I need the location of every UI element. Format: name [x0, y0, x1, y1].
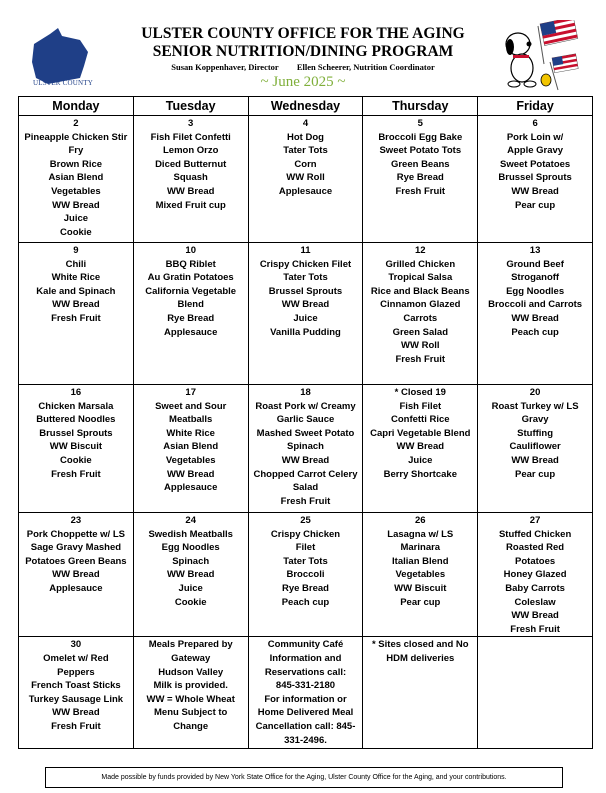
- menu-item: Stuffing: [517, 427, 554, 439]
- menu-item: For information or: [264, 693, 347, 705]
- menu-item: Sage Gravy Mashed: [30, 542, 122, 554]
- menu-item: WW Bread: [511, 610, 559, 622]
- menu-item: Juice: [63, 213, 89, 225]
- week-row: [19, 513, 593, 637]
- day-cell: [363, 385, 478, 513]
- day-header: Monday: [19, 97, 134, 116]
- menu-item: Broccoli: [286, 569, 325, 581]
- menu-item: Roasted Red: [506, 542, 565, 554]
- menu-item: HDM deliveries: [386, 652, 455, 664]
- menu-item: Garlic Sauce: [276, 414, 335, 426]
- day-date: 4: [302, 118, 309, 129]
- menu-item: Rye Bread: [396, 172, 444, 184]
- staff-line: [100, 62, 506, 72]
- menu-item: Chopped Carrot Celery: [253, 468, 358, 480]
- day-cell: [19, 243, 134, 385]
- menu-item: Meals Prepared by: [148, 639, 233, 651]
- menu-item: Milk is provided.: [153, 680, 228, 692]
- menu-item: Tater Tots: [283, 272, 328, 284]
- page-header: [0, 0, 606, 96]
- day-cell: [478, 385, 593, 513]
- menu-item: Fresh Fruit: [280, 495, 331, 507]
- menu-item: Egg Noodles: [506, 285, 565, 297]
- day-cell: [19, 385, 134, 513]
- menu-item: Gravy: [521, 414, 549, 426]
- day-cell: [133, 385, 248, 513]
- menu-item: Corn: [294, 158, 317, 170]
- menu-item: Confetti Rice: [390, 414, 450, 426]
- menu-item: Carrots: [403, 312, 438, 324]
- menu-item: Pork Choppette w/ LS: [26, 528, 125, 540]
- menu-item: Fresh Fruit: [510, 623, 560, 635]
- day-date: 27: [529, 515, 541, 526]
- menu-item: Brussel Sprouts: [498, 172, 572, 184]
- menu-item: Cookie: [60, 226, 92, 238]
- menu-item: Roast Turkey w/ LS: [491, 400, 579, 412]
- day-cell: [363, 116, 478, 243]
- day-cell: [248, 385, 363, 513]
- menu-item: WW Bread: [396, 441, 445, 453]
- menu-item: Pear cup: [515, 199, 556, 211]
- menu-item: WW Bread: [511, 454, 559, 466]
- menu-item: WW Bread: [281, 454, 330, 466]
- menu-item: Turkey Sausage Link: [28, 693, 124, 705]
- menu-item: Peach cup: [281, 596, 330, 608]
- month-label: ~ June 2025 ~: [260, 74, 346, 90]
- menu-item: WW Bread: [166, 569, 215, 581]
- menu-item: Honey Glazed: [503, 569, 567, 581]
- day-cell: [248, 513, 363, 637]
- menu-item: Fresh Fruit: [51, 468, 101, 480]
- day-date: 20: [529, 387, 541, 398]
- menu-item: Potatoes Green Beans: [25, 555, 127, 567]
- menu-item: Pear cup: [515, 468, 556, 480]
- menu-item: Applesauce: [49, 582, 103, 594]
- day-cell: [363, 243, 478, 385]
- menu-item: Coleslaw: [514, 596, 556, 608]
- day-cell: [478, 243, 593, 385]
- day-cell: [19, 637, 134, 749]
- menu-item: Cookie: [60, 454, 92, 466]
- menu-item: Tropical Salsa: [388, 272, 453, 284]
- menu-item: Vegetables: [165, 454, 216, 466]
- day-date: 2: [73, 118, 79, 129]
- menu-item: Asian Blend: [163, 441, 219, 453]
- menu-item: Crispy Chicken: [270, 528, 341, 540]
- menu-item: Applesauce: [164, 482, 218, 494]
- menu-item: Applesauce: [164, 326, 218, 338]
- day-cell: [478, 637, 593, 749]
- menu-item: Fish Filet Confetti: [150, 131, 231, 143]
- menu-item: Juice: [178, 582, 203, 594]
- menu-item: Reservations call:: [264, 666, 347, 678]
- menu-item: WW Bread: [281, 299, 330, 311]
- menu-item: Pineapple Chicken Stir: [24, 131, 128, 143]
- menu-calendar: [18, 96, 593, 749]
- menu-item: Stroganoff: [511, 272, 560, 284]
- day-date: 11: [300, 245, 311, 256]
- menu-item: WW Bread: [52, 199, 100, 211]
- menu-item: Rice and Black Beans: [370, 285, 470, 297]
- day-header: Thursday: [363, 97, 478, 116]
- menu-item: WW Bread: [52, 569, 100, 581]
- menu-item: Home Delivered Meal: [257, 707, 354, 719]
- menu-item: Chicken Marsala: [38, 400, 114, 412]
- snoopy-flag-icon: [500, 20, 580, 92]
- day-date: 13: [529, 245, 541, 256]
- day-date: 26: [415, 515, 426, 526]
- menu-item: Pear cup: [400, 596, 441, 608]
- menu-item: Brussel Sprouts: [39, 427, 113, 439]
- menu-item: WW Bread: [52, 707, 100, 719]
- week-row: [19, 637, 593, 749]
- menu-item: WW Roll: [286, 172, 325, 184]
- director-name: Susan Koppenhaver, Director: [171, 62, 279, 72]
- day-cell: [133, 243, 248, 385]
- menu-item: Sweet and Sour: [155, 400, 227, 412]
- menu-item: WW = Whole Wheat: [146, 693, 235, 705]
- menu-item: Marinara: [400, 542, 441, 554]
- menu-item: Fresh Fruit: [51, 312, 101, 324]
- day-cell: [19, 116, 134, 243]
- menu-item: Lemon Orzo: [162, 145, 219, 157]
- menu-item: Potatoes: [515, 555, 556, 567]
- menu-item: WW Biscuit: [49, 441, 103, 453]
- week-row: [19, 116, 593, 243]
- day-cell: [133, 637, 248, 749]
- menu-item: 845-331-2180: [275, 680, 336, 692]
- day-date: 25: [300, 515, 311, 526]
- menu-item: * Sites closed and No: [371, 639, 469, 651]
- menu-item: Grilled Chicken: [385, 258, 456, 270]
- day-date: 16: [70, 387, 82, 398]
- menu-item: Baby Carrots: [505, 582, 565, 594]
- menu-item: Chili: [65, 258, 87, 270]
- menu-item: White Rice: [166, 427, 215, 439]
- menu-item: Italian Blend: [392, 555, 449, 567]
- menu-item: Crispy Chicken Filet: [259, 258, 352, 270]
- menu-item: 331-2496.: [284, 734, 327, 746]
- menu-item: WW Bread: [511, 312, 559, 324]
- page-subtitle: SENIOR NUTRITION/DINING PROGRAM: [152, 43, 454, 60]
- menu-item: Filet: [295, 542, 316, 554]
- menu-item: Swedish Meatballs: [148, 528, 233, 540]
- menu-item: Berry Shortcake: [383, 468, 457, 480]
- menu-item: Cookie: [174, 596, 207, 608]
- menu-item: Blend: [177, 299, 204, 311]
- menu-item: Brown Rice: [49, 158, 103, 170]
- menu-item: Vegetables: [395, 569, 446, 581]
- day-date: 10: [185, 245, 196, 256]
- menu-item: Hudson Valley: [158, 666, 224, 678]
- menu-item: Rye Bread: [281, 582, 329, 594]
- menu-item: Fry: [68, 145, 84, 157]
- menu-item: Hot Dog: [287, 131, 324, 143]
- day-date: * Closed 19: [394, 387, 446, 398]
- menu-item: Gateway: [171, 652, 211, 664]
- day-date: 24: [185, 515, 196, 526]
- menu-item: Cauliflower: [509, 441, 561, 453]
- day-cell: [19, 513, 134, 637]
- day-date: 12: [415, 245, 426, 256]
- day-cell: [478, 116, 593, 243]
- menu-item: Tater Tots: [283, 555, 328, 567]
- menu-item: Roast Pork w/ Creamy: [255, 400, 356, 412]
- day-header: Friday: [478, 97, 593, 116]
- menu-item: Brussel Sprouts: [268, 285, 343, 297]
- menu-item: Sweet Potatoes: [499, 158, 571, 170]
- menu-item: Ground Beef: [506, 258, 564, 270]
- menu-item: Broccoli Egg Bake: [378, 131, 463, 143]
- day-header: Wednesday: [248, 97, 363, 116]
- menu-item: Menu Subject to: [154, 707, 228, 719]
- menu-item: BBQ Riblet: [165, 258, 216, 270]
- coordinator-name: Ellen Scheerer, Nutrition Coordinator: [296, 62, 435, 72]
- day-date: 9: [73, 245, 79, 256]
- menu-item: Asian Blend: [48, 172, 104, 184]
- day-cell: [363, 637, 478, 749]
- menu-item: Au Gratin Potatoes: [147, 272, 234, 284]
- day-cell: [363, 513, 478, 637]
- menu-item: Stuffed Chicken: [498, 528, 572, 540]
- day-cell: [133, 116, 248, 243]
- menu-item: Broccoli and Carrots: [488, 299, 583, 311]
- day-date: 6: [532, 118, 538, 129]
- menu-item: Fresh Fruit: [395, 353, 446, 365]
- day-date: 3: [188, 118, 194, 129]
- day-date: 18: [300, 387, 311, 398]
- menu-item: Salad: [292, 482, 319, 494]
- menu-item: Peppers: [57, 666, 95, 678]
- day-date: 17: [185, 387, 196, 398]
- menu-item: Vegetables: [51, 185, 101, 197]
- logo-text: ULSTER COUNTY: [33, 79, 93, 87]
- day-cell: [248, 637, 363, 749]
- menu-item: Fresh Fruit: [395, 185, 446, 197]
- day-cell: [248, 116, 363, 243]
- week-row: [19, 243, 593, 385]
- menu-item: Community Café: [267, 639, 344, 651]
- menu-item: Green Beans: [390, 158, 450, 170]
- menu-item: Lasagna w/ LS: [387, 528, 454, 540]
- menu-item: Squash: [173, 172, 208, 184]
- menu-item: Cinnamon Glazed: [380, 299, 461, 311]
- menu-item: Fish Filet: [399, 400, 442, 412]
- menu-item: Egg Noodles: [161, 542, 220, 554]
- menu-item: Apple Gravy: [507, 145, 564, 157]
- menu-item: Cancellation call: 845-: [255, 720, 356, 732]
- menu-item: Green Salad: [392, 326, 449, 338]
- menu-item: Fresh Fruit: [51, 720, 101, 732]
- menu-item: French Toast Sticks: [31, 680, 121, 692]
- menu-item: Rye Bread: [167, 312, 215, 324]
- menu-item: Omelet w/ Red: [43, 652, 109, 664]
- weekday-header-row: [19, 97, 593, 116]
- menu-item: WW Bread: [166, 185, 215, 197]
- menu-item: WW Bread: [166, 468, 215, 480]
- menu-item: Sweet Potato Tots: [379, 145, 462, 157]
- menu-item: California Vegetable: [145, 285, 237, 297]
- menu-item: Pork Loin w/: [506, 131, 564, 143]
- menu-item: Spinach: [172, 555, 210, 567]
- menu-item: White Rice: [51, 272, 101, 284]
- menu-item: Information and: [269, 652, 342, 664]
- menu-item: Meatballs: [169, 414, 213, 426]
- menu-item: Capri Vegetable Blend: [370, 427, 471, 439]
- day-date: 23: [70, 515, 82, 526]
- menu-item: WW Bread: [52, 299, 100, 311]
- menu-item: Spinach: [287, 441, 324, 453]
- menu-item: Applesauce: [278, 185, 333, 197]
- menu-item: Tater Tots: [283, 145, 328, 157]
- menu-item: Juice: [408, 454, 433, 466]
- page-title: ULSTER COUNTY OFFICE FOR THE AGING: [141, 25, 465, 42]
- day-cell: [248, 243, 363, 385]
- menu-item: Mixed Fruit cup: [155, 199, 226, 211]
- menu-item: WW Roll: [401, 340, 440, 352]
- menu-item: Vanilla Pudding: [270, 326, 341, 338]
- menu-item: Change: [173, 720, 209, 732]
- menu-item: Juice: [293, 312, 318, 324]
- day-cell: [478, 513, 593, 637]
- menu-item: Peach cup: [511, 326, 559, 338]
- menu-item: Kale and Spinach: [36, 285, 116, 297]
- day-header: Tuesday: [133, 97, 248, 116]
- week-row: [19, 385, 593, 513]
- menu-item: Buttered Noodles: [36, 414, 116, 426]
- menu-item: WW Bread: [511, 185, 559, 197]
- day-cell: [133, 513, 248, 637]
- day-date: 5: [417, 118, 423, 129]
- day-date: 30: [70, 639, 82, 651]
- menu-item: Mashed Sweet Potato: [256, 427, 355, 439]
- menu-item: WW Biscuit: [394, 582, 447, 594]
- funding-footer: Made possible by funds provided by New York State Office for the Aging, Ulster County Office for the Aging, and your contributions.: [45, 767, 563, 788]
- menu-item: Diced Butternut: [155, 158, 227, 170]
